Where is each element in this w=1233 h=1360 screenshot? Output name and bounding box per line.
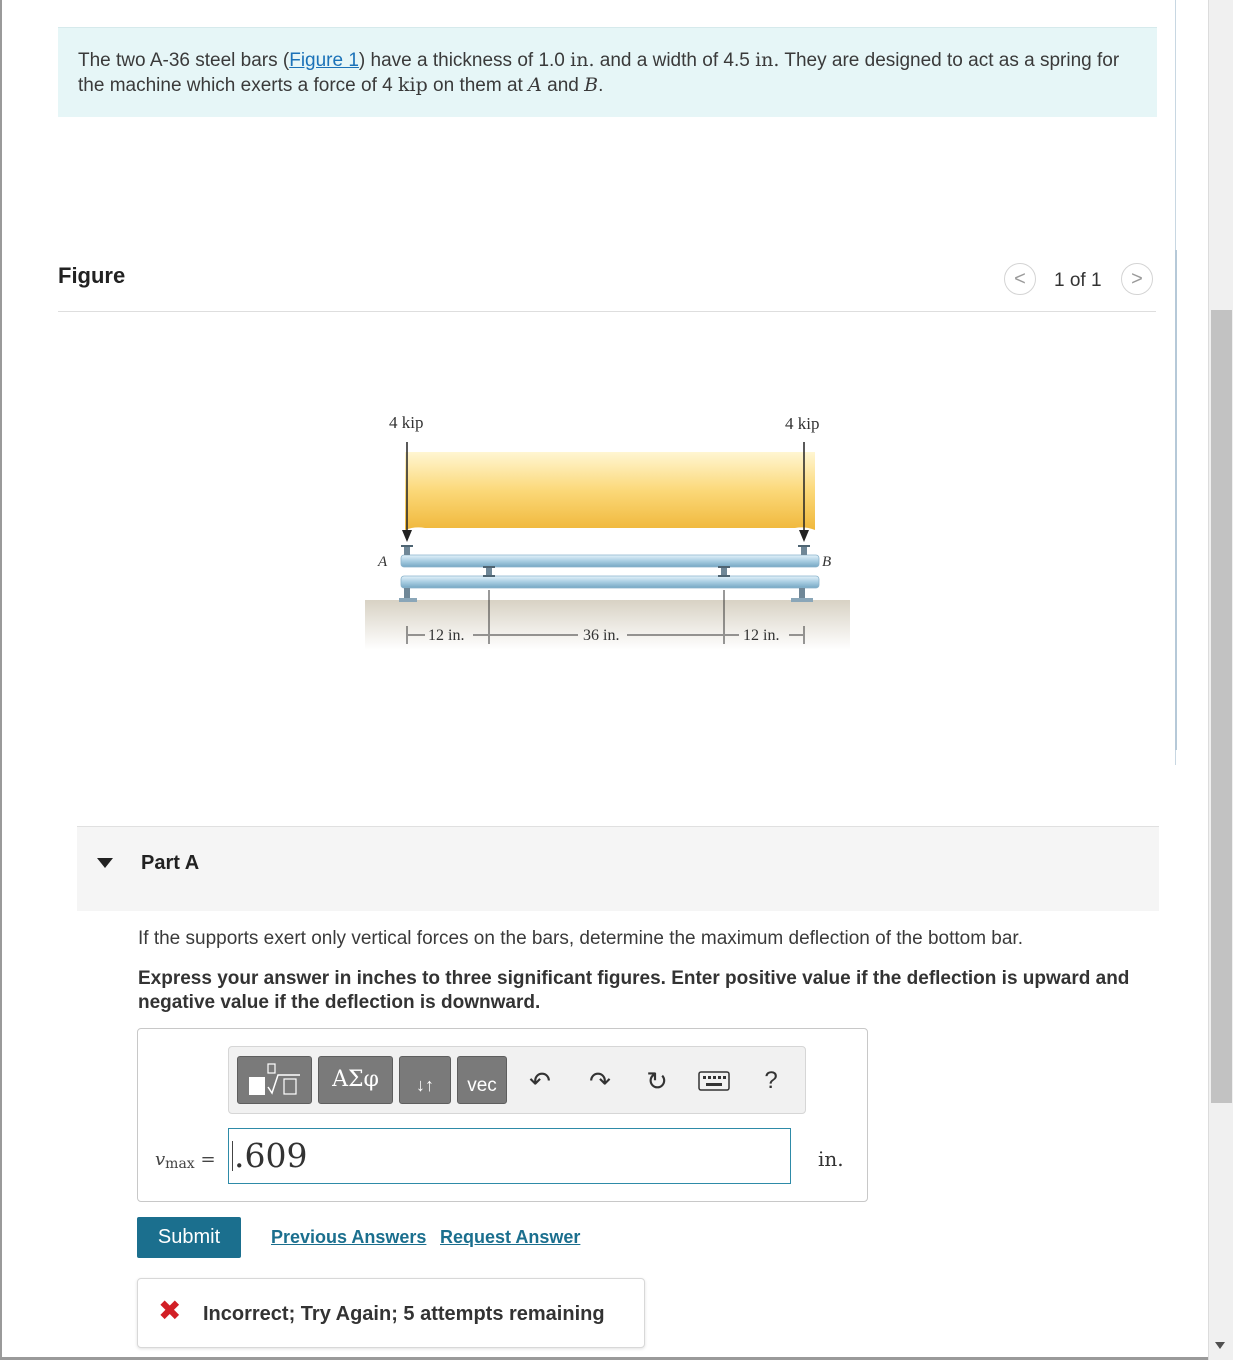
text-cursor: [232, 1141, 233, 1171]
previous-answers-link[interactable]: Previous Answers: [271, 1227, 427, 1247]
force-arrowhead-right: [799, 530, 809, 542]
point-b-label: B: [822, 554, 832, 570]
reset-icon[interactable]: ↻: [646, 1066, 668, 1096]
figure-next-button[interactable]: >: [1121, 263, 1153, 295]
greek-symbols-button[interactable]: ΑΣφ: [318, 1056, 393, 1104]
figure-divider: [58, 311, 1156, 312]
vector-button[interactable]: vec: [457, 1056, 507, 1104]
redo-icon[interactable]: ↷: [589, 1066, 611, 1096]
support-left: [399, 588, 417, 602]
answer-area: [137, 1028, 868, 1202]
answer-input[interactable]: [228, 1128, 791, 1184]
beam-spring-diagram: [365, 400, 850, 655]
figure-counter: 1 of 1: [1054, 270, 1102, 291]
scrollbar-thumb[interactable]: [1211, 310, 1232, 1103]
problem-text: The two A-36 steel bars (Figure 1) have a thickness of 1.0 in. and a width of 4.5 in. They are designed to act as a spring for the machine which exerts a force of 4 kip on them at A and B.: [78, 49, 1120, 96]
top-bar: [401, 555, 819, 567]
undo-icon[interactable]: ↶: [529, 1066, 551, 1096]
force-label-right: 4 kip: [785, 414, 820, 433]
spacer-right: [718, 566, 730, 577]
arrows-button[interactable]: ↓↑: [399, 1056, 451, 1104]
bottom-bar: [401, 576, 819, 588]
figure-link[interactable]: Figure 1: [289, 50, 359, 71]
feedback-text: Incorrect; Try Again; 5 attempts remaining: [203, 1303, 605, 1325]
vertical-scrollbar[interactable]: [1208, 0, 1233, 1360]
scroll-down-arrow-icon[interactable]: [1215, 1342, 1225, 1349]
templates-button[interactable]: [237, 1056, 312, 1104]
keyboard-icon[interactable]: [697, 1064, 731, 1098]
window-left-border: [0, 0, 2, 1360]
question-text: If the supports exert only vertical forces on the bars, determine the maximum deflection of the bottom bar.: [138, 928, 1023, 949]
part-a-header[interactable]: [77, 826, 1159, 911]
submit-button[interactable]: Submit: [137, 1217, 241, 1258]
collapse-caret-icon[interactable]: [97, 858, 113, 868]
part-title: Part A: [141, 852, 200, 874]
fraction-root-icon: [238, 1057, 311, 1103]
point-a-label: A: [378, 554, 388, 570]
panel-divider-accent: [1175, 250, 1177, 750]
machine-block: [405, 452, 815, 530]
dimension-right-label: 12 in.: [743, 627, 780, 644]
figure-prev-button[interactable]: <: [1004, 263, 1036, 295]
instruction-text: Express your answer in inches to three significant figures. Enter positive value if the deflection is upward and negative value if the deflection is downward.: [138, 968, 1130, 1013]
answer-value: .609: [234, 1136, 308, 1175]
support-right: [791, 588, 813, 602]
math-toolbar: [228, 1046, 806, 1114]
load-pad-right: [798, 545, 810, 555]
answer-unit: in.: [818, 1147, 844, 1171]
request-answer-link[interactable]: Request Answer: [440, 1227, 581, 1247]
feedback-message: [137, 1278, 645, 1348]
incorrect-icon: ✖: [158, 1295, 182, 1326]
force-label-left: 4 kip: [389, 413, 424, 432]
dimension-middle-label: 36 in.: [583, 627, 620, 644]
variable-label: $v_{max}$ =: [155, 1149, 216, 1172]
load-pad-left: [401, 545, 413, 555]
problem-statement: [58, 27, 1157, 117]
dimension-left-label: 12 in.: [428, 627, 465, 644]
help-icon[interactable]: ?: [764, 1067, 778, 1094]
force-arrowhead-left: [402, 530, 412, 542]
figure-title: Figure: [58, 263, 126, 288]
spacer-left: [483, 566, 495, 577]
